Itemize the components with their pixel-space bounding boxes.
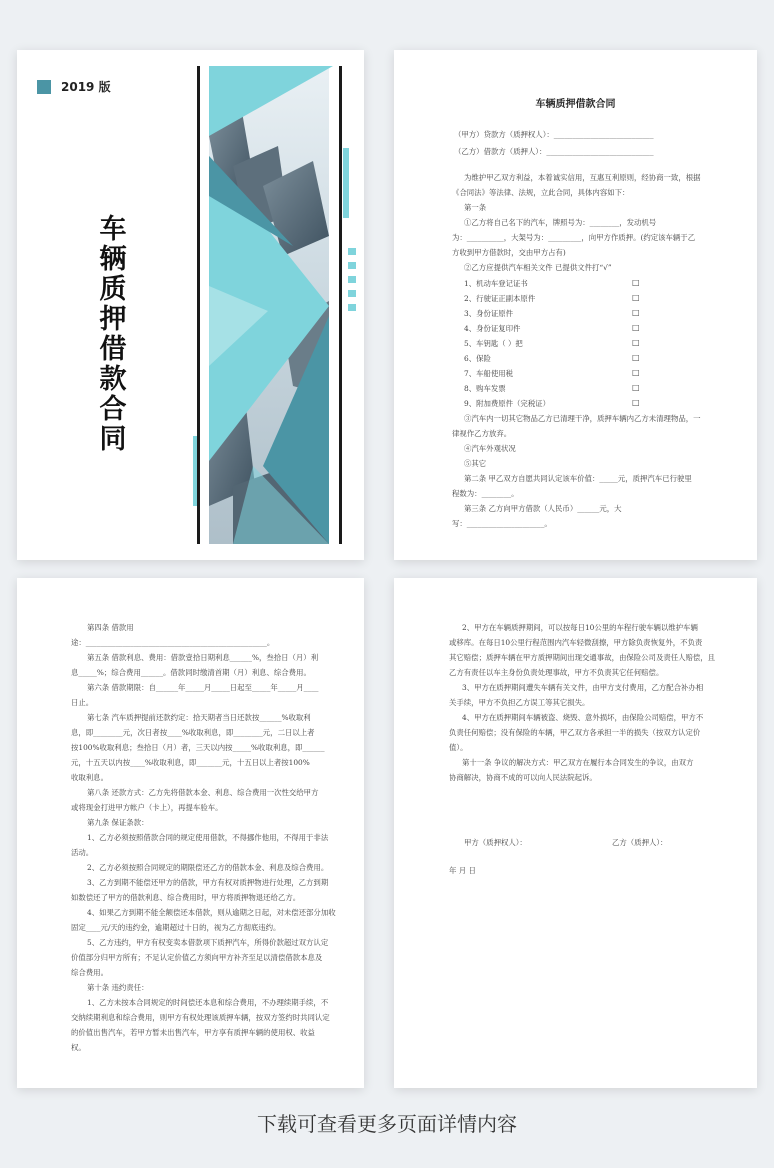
text-line: 第二条 甲乙双方自愿共同认定该车价值：_____元，质押汽车已行驶里 [464,474,692,483]
edition-label: 2019 版 [61,80,111,94]
contract-page-2 [17,578,364,1088]
contract-title: 车辆质押借款合同 [535,99,616,110]
text-line: 日止。 [71,698,94,707]
text-line: 第五条 借款利息、费用：借款壹拾日期利息______%，叁拾日（月）利 [87,653,319,662]
text-line: 6、保险 [464,354,491,363]
text-line: 交纳续期利息和综合费用，则甲方有权处理该质押车辆，按双方签约时共同认定 [71,1013,330,1022]
text-line: 第七条 汽车质押提前还款约定：拾天期者当日还款按______%收取利 [87,713,311,722]
text-line: 第九条 保证条款： [87,818,149,827]
text-line: 息_____%；综合费用______。借款同时缴清首期（月）利息、综合费用。 [71,668,311,677]
checkbox-icon: □ [632,338,640,347]
text-line: ④汽车外观状况 [464,444,516,453]
text-line: 协商解决，协商不成的可以向人民法院起诉。 [449,773,597,782]
text-line: ①乙方将自己名下的汽车，牌照号为：________，发动机号 [464,218,657,227]
text-line: 5、车钥匙（ ）把 [464,339,523,348]
text-line: ⑤其它 [464,459,487,468]
contract-page-1 [394,50,757,560]
text-line: 乙方有责任以车主身份负责处理事故，甲方不负责其它任何赔偿。 [449,668,664,677]
text-line: 3、甲方在质押期间遭失车辆有关文件，由甲方支付费用，乙方配合补办相 [462,683,704,692]
text-line: 为：__________，大架号为：_________，向甲方作质押。(约定该车辆于乙 [452,233,696,242]
text-line: 第十条 违约责任： [87,983,149,992]
checkbox-icon: □ [632,398,640,407]
text-line: 3、乙方到期不能偿还甲方的借款，甲方有权对质押物进行处理，乙方到期 [87,878,329,887]
text-line: ③汽车内一切其它物品乙方已清理干净，质押车辆内乙方未清理物品，一 [464,414,701,423]
text-line: ②乙方应提供汽车相关文件 已提供文件打“√” [464,263,612,272]
text-line: 4、如果乙方到期不能全额偿还本借款，则从逾期之日起，对未偿还部分加收 [87,908,336,917]
text-line: 2、乙方必须按照合同规定的期限偿还乙方的借款本金、利息及综合费用。 [87,863,329,872]
text-line: 程数为：________。 [452,489,519,498]
text-line: 或移库。在每日10公里行程范围内汽车轻微刮擦，甲方除负责恢复外，不负责 [449,638,703,647]
text-line: 8、购车发票 [464,384,506,393]
edition-square-icon [37,80,51,94]
checkbox-icon: □ [632,353,640,362]
checkbox-icon: □ [632,323,640,332]
text-line: 《合同法》等法律、法规，立此合同，具体内容如下： [452,188,630,197]
download-more-caption: 下载可查看更多页面详情内容 [257,1112,517,1136]
text-line: 第四条 借款用 [87,623,134,632]
text-line: 为维护甲乙双方利益，本着诚实信用，互惠互利原则，经协商一致，根据 [464,173,701,182]
text-line: 2、甲方在车辆质押期间，可以按每日10公里的车程行驶车辆以维护车辆 [462,623,698,632]
text-line: 律视作乙方放弃。 [452,429,512,438]
text-line: 1、乙方未按本合同规定的时间偿还本息和综合费用，不办理续期手续，不 [87,998,329,1007]
cover-illustration [193,66,358,546]
text-line: 其它赔偿；质押车辆在甲方质押期间出现交通事故，由保险公司及责任人赔偿，且 [449,653,716,662]
text-line: 写：_____________________。 [452,519,552,528]
cover-title: 车辆质押借款合同 [99,214,127,455]
text-line: 第八条 还款方式：乙方先将借款本金、利息、综合费用一次性交给甲方 [87,788,319,797]
text-line: 年 月 日 [449,866,476,875]
text-line: 或将现金打进甲方帐户（卡上），再提车验车。 [71,803,223,812]
text-line: 第十一条 争议的解决方式：甲乙双方在履行本合同发生的争议，由双方 [462,758,694,767]
text-line: 负责任何赔偿；没有保险的车辆，甲乙双方各承担一半的损失（按双方认定价 [449,728,701,737]
contract-page-3 [394,578,757,1088]
text-line: 乙方（质押人）： [612,838,668,847]
cover-page [17,50,364,560]
text-line: 第六条 借款期限：自______年_____月_____日起至_____年_____月____ [87,683,319,692]
text-line: （甲方）贷款方（质押权人）：___________________________ [454,130,654,139]
text-line: 元，十五天以内按____%收取利息，即_______元，十五日以上者按100% [71,758,310,767]
text-line: 1、乙方必须按照借款合同的规定使用借款，不得挪作他用，不得用于非法 [87,833,329,842]
text-line: 3、身份证原件 [464,309,514,318]
text-line: 权。 [71,1043,86,1052]
text-line: 甲方（质押权人）： [464,838,527,847]
text-line: 活动。 [71,848,94,857]
text-line: 收取利息。 [71,773,108,782]
text-line: 途：_________________________________________________。 [71,638,275,647]
text-line: 9、附加费原件（完税证） [464,399,551,408]
checkbox-icon: □ [632,293,640,302]
text-line: 4、甲方在质押期间车辆被盗、烧毁、意外损坏，由保险公司赔偿，甲方不 [462,713,704,722]
checkbox-icon: □ [632,368,640,377]
text-line: 第三条 乙方向甲方借款（人民币）______元，大 [464,504,622,513]
text-line: 关手续，甲方不负担乙方误工等其它损失。 [449,698,590,707]
checkbox-icon: □ [632,308,640,317]
text-line: 5、乙方违约，甲方有权变卖本借款项下质押汽车，所得价款超过双方认定 [87,938,329,947]
text-line: 如数偿还了甲方的借款利息、综合费用时，甲方将质押物退还给乙方。 [71,893,301,902]
text-line: 方收到甲方借款时，交由甲方占有) [452,248,566,257]
text-line: 7、车船使用税 [464,369,514,378]
text-line: 息，即________元，次日者按____%收取利息，即________元，二日以上者 [71,728,315,737]
text-line: 的价值出售汽车，若甲方暂未出售汽车，甲方享有质押车辆的使用权、收益 [71,1028,315,1037]
checkbox-icon: □ [632,278,640,287]
text-line: 第一条 [464,203,487,212]
text-line: 值）。 [449,743,468,752]
text-line: 4、身份证复印件 [464,324,521,333]
text-line: 按100%收取利息；叁拾日（月）者，三天以内按_____%收取利息，即______ [71,743,325,752]
text-line: 2、行驶证正副本原件 [464,294,536,303]
text-line: （乙方）借款方（质押人）：_____________________________ [454,147,654,156]
text-line: 价值部分归甲方所有；不足认定价值乙方须向甲方补齐至足以清偿借款本息及 [71,953,323,962]
text-line: 综合费用。 [71,968,108,977]
text-line: 1、机动车登记证书 [464,279,528,288]
checkbox-icon: □ [632,383,640,392]
text-line: 固定____元/天的违约金，逾期超过十日的，视为乙方彻底违约。 [71,923,281,932]
